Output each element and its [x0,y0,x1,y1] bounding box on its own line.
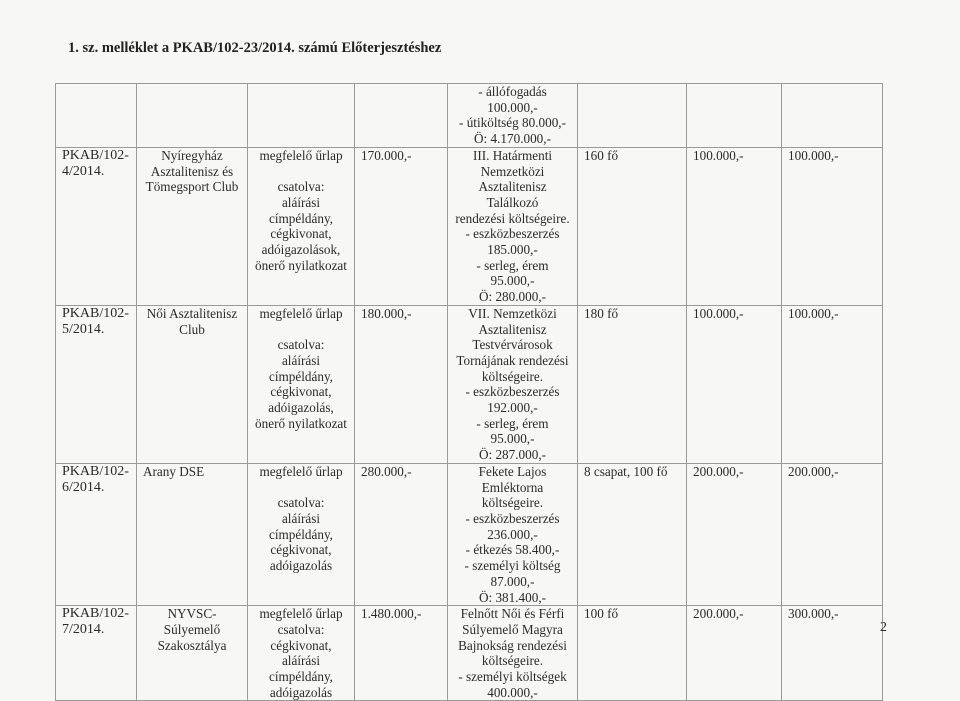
table-row [56,463,883,605]
purpose-description: Fekete Lajos Emléktorna költségeire. - eszközbeszerzés 236.000,- - étkezés 58.400,- - személyi költség 87.000,- Ö: 381.400,- [464,463,561,605]
application-id: PKAB/102- 7/2014. [62,606,129,638]
page-number: 2 [880,620,887,635]
cost-breakdown-continuation: - állófogadás 100.000,- - útiköltség 80.000,- Ö: 4.170.000,- [459,84,566,147]
cell-empty [56,84,137,148]
proposed-amount: 200.000,- [693,606,744,622]
participants-count: 100 fő [584,606,619,622]
cell-empty [578,84,687,148]
granted-amount: 100.000,- [788,147,839,163]
participants-count: 160 fő [584,147,619,163]
requested-amount: 1.480.000,- [361,606,422,622]
purpose-description: VII. Nemzetközi Asztalitenisz Testvérvárosok Tornájának rendezési költségeire. - eszközbeszerzés 192.000,- - serleg, érem 95.000,- Ö: 287.000,- [456,305,569,463]
granted-amount: 100.000,- [788,305,839,321]
cell-empty [687,84,782,148]
cell-empty [248,84,355,148]
granted-amount: 200.000,- [788,463,839,479]
proposed-amount: 200.000,- [693,463,744,479]
participants-count: 180 fő [584,305,619,321]
grant-table [55,83,883,701]
table-row [56,606,883,701]
applicant-name: NYVSC- Súlyemelő Szakosztálya [157,606,227,653]
submitted-documents: megfelelő űrlap csatolva: aláírási címpéldány, cégkivonat, adóigazolás, önerő nyilatkozat [255,305,347,431]
submitted-documents: megfelelő űrlap csatolva: aláírási címpéldány, cégkivonat, adóigazolások, önerő nyilatkozat [255,147,347,273]
requested-amount: 180.000,- [361,305,412,321]
requested-amount: 170.000,- [361,147,412,163]
applicant-name: Női Asztalitenisz Club [146,305,238,337]
cell-empty [782,84,883,148]
table-row [56,147,883,305]
granted-amount: 300.000,- [788,606,839,622]
table-row [56,305,883,463]
table-row-continuation [56,84,883,148]
document-title: 1. sz. melléklet a PKAB/102-23/2014. számú Előterjesztéshez [68,40,442,56]
applicant-name: Arany DSE [143,463,205,479]
proposed-amount: 100.000,- [693,147,744,163]
applicant-name: Nyíregyház Asztalitenisz és Tömegsport Club [145,147,239,195]
requested-amount: 280.000,- [361,463,412,479]
purpose-description: Felnőtt Női és Férfi Súlyemelő Magyra Bajnokság rendezési költségeire. - személyi költségek 400.000,- [458,606,567,700]
cell-empty [355,84,448,148]
application-id: PKAB/102- 5/2014. [62,305,129,337]
proposed-amount: 100.000,- [693,305,744,321]
participants-count: 8 csapat, 100 fő [584,463,668,479]
cell-empty [137,84,248,148]
application-id: PKAB/102- 6/2014. [62,463,129,495]
submitted-documents: megfelelő űrlap csatolva: aláírási címpéldány, cégkivonat, adóigazolás [259,463,343,574]
purpose-description: III. Határmenti Nemzetközi Asztalitenisz Találkozó rendezési költségeire. - eszközbeszerzés 185.000,- - serleg, érem 95.000,- Ö: 280.000,- [455,147,570,305]
submitted-documents: megfelelő űrlap csatolva: cégkivonat, aláírási címpéldány, adóigazolás [259,606,343,700]
application-id: PKAB/102- 4/2014. [62,147,129,179]
